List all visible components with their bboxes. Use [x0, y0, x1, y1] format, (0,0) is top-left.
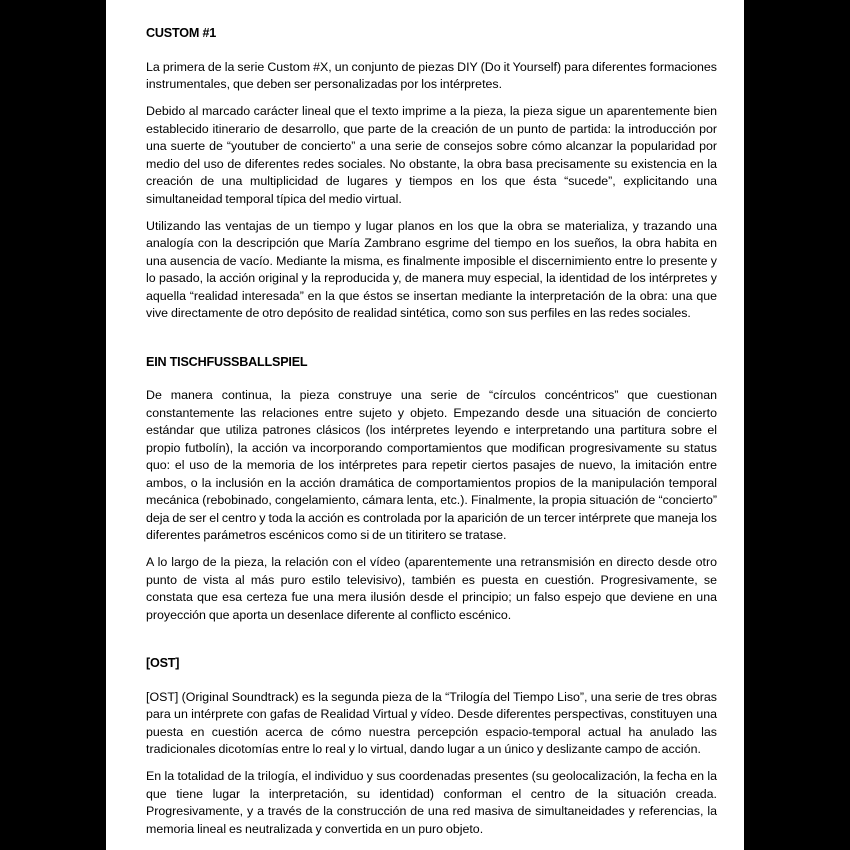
- section-custom-1: [146, 25, 717, 323]
- section-ein-tischfussballspiel: [146, 354, 717, 625]
- section-title: EIN TISCHFUSSBALLSPIEL: [146, 354, 308, 369]
- paragraph: En la totalidad de la trilogía, el individuo y sus coordenadas presentes (su geolocalización, la fecha en la que tiene lugar la interpretación, su identidad) conforman el centro de la situación creada. Progresivamente, y a través de la construcción de una red masiva de simultaneidades y referencias, la memoria lineal es neutralizada y convertida en un puro objeto.: [146, 769, 717, 836]
- paragraph: [OST] (Original Soundtrack) es la segunda pieza de la “Trilogía del Tiempo Liso”, una serie de tres obras para un intérprete con gafas de Realidad Virtual y vídeo. Desde diferentes perspectivas, constituyen una puesta en cuestión acerca de cómo nuestra percepción espacio-temporal actual ha anulado las tradicionales dicotomías entre lo real y lo virtual, dando lugar a un único y deslizante campo de acción.: [146, 689, 717, 756]
- section-title: [OST]: [146, 656, 180, 670]
- paragraph: De manera continua, la pieza construye una serie de “círculos concéntricos” que cuestionan constantemente las relaciones entre sujeto y objeto. Empezando desde una situación de concierto estándar que utiliza patrones clásicos (los intérpretes leyendo e interpretando una partitura sobre el propio futbolín), la acción va incorporando comportamientos que modifican progresivamente su status quo: el uso de la memoria de los intérpretes para repetir ciertos pasajes de nuevo, la imitación entre ambos, o la inclusión en la acción dramática de comportamientos propios de la manipulación temporal mecánica (rebobinado, congelamiento, cámara lenta, etc.). Finalmente, la propia situación de “concierto” deja de ser el centro y toda la acción es controlada por la aparición de un tercer intérprete que maneja los diferentes parámetros escénicos como si de un titiritero se tratase.: [146, 388, 717, 542]
- paragraph: Debido al marcado carácter lineal que el texto imprime a la pieza, la pieza sigue un aparentemente bien establecido itinerario de desarrollo, que parte de la creación de un punto de partida: la introducción por una suerte de “youtuber de concierto” a una serie de consejos sobre cómo alcanzar la popularidad por medio del uso de diferentes redes sociales. No obstante, la obra basa precisamente su existencia en la creación de una multiplicidad de lugares y tiempos en los que ésta “sucede”, explicitando una simultaneidad temporal típica del medio virtual.: [146, 104, 717, 206]
- document-page: [106, 0, 744, 850]
- section-ost: [146, 655, 717, 838]
- section-title: CUSTOM #1: [146, 26, 217, 40]
- document-content: [146, 25, 717, 850]
- paragraph: A lo largo de la pieza, la relación con el vídeo (aparentemente una retransmisión en directo desde otro punto de vista al más puro estilo televisivo), también es puesta en cuestión. Progresivamente, se constata que esa certeza fue una mera ilusión desde el principio; un falso espejo que deviene en una proyección que aporta un desenlace diferente al conflicto escénico.: [146, 555, 717, 622]
- paragraph: La primera de la serie Custom #X, un conjunto de piezas DIY (Do it Yourself) para diferentes formaciones instrumentales, que deben ser personalizadas por los intérpretes.: [146, 59, 717, 91]
- paragraph: Utilizando las ventajas de un tiempo y lugar planos en los que la obra se materializa, y trazando una analogía con la descripción que María Zambrano esgrime del tiempo en los sueños, la obra habita en una ausencia de vacío. Mediante la misma, es finalmente imposible el discernimiento entre lo presente y lo pasado, la acción original y la reproducida y, de manera muy especial, la identidad de los intérpretes y aquella “realidad interesada” en la que éstos se insertan mediante la interpretación de la obra: una que vive directamente de otro depósito de realidad sintética, como son sus perfiles en las redes sociales.: [146, 218, 717, 320]
